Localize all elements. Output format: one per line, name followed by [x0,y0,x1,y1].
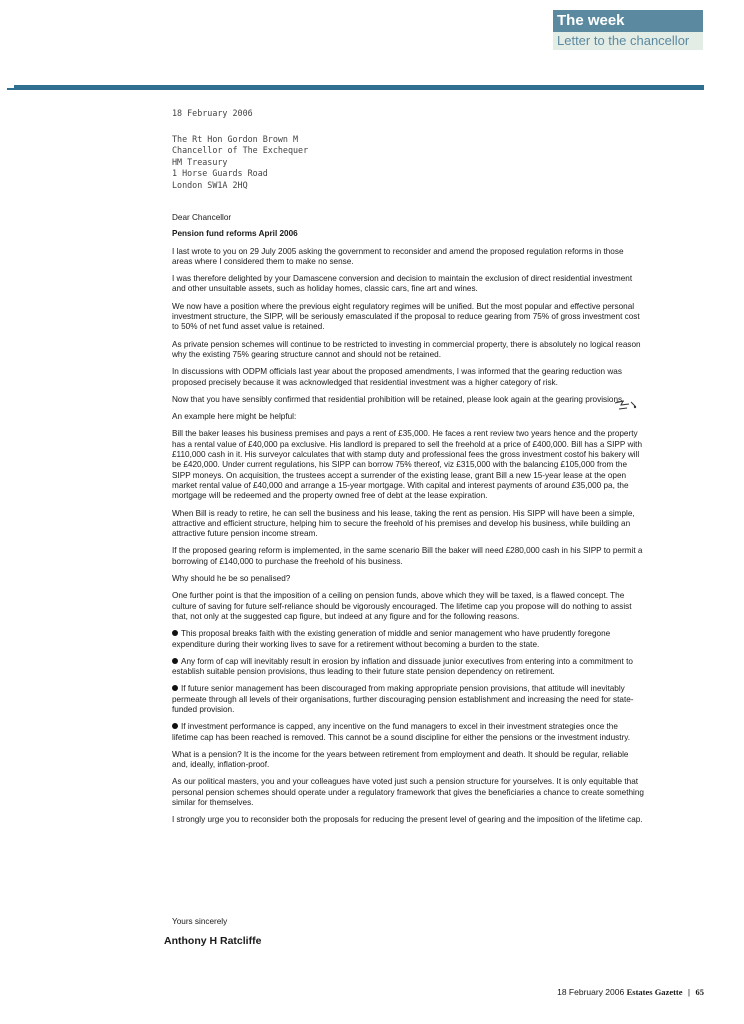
paragraph: We now have a position where the previous eight regulatory regimes will be unified. But the most popular and effective personal investment structure, the SIPP, will be seriously emasculated if the proposal to reduce gearing from 75% of gross investment cost to 50% of net fund asset value is retained. [172,301,640,332]
paragraph: I last wrote to you on 29 July 2005 asking the government to reconsider and amend the proposed regulation reforms in those areas where I considered them to make no sense. [172,246,624,266]
page-footer [557,986,704,998]
paragraph: An example here might be helpful: [172,412,297,422]
handwritten-mark-icon [613,398,639,414]
paragraph: Why should he be so penalised? [172,574,291,584]
page-number: 65 [695,987,704,997]
paragraph: I strongly urge you to reconsider both the proposals for reducing the present level of gearing and the imposition of the lifetime cap. [172,815,643,825]
bullet-icon [172,723,178,729]
footer-separator: | [687,987,691,997]
letter-date: 18 February 2006 [172,108,253,118]
letter-body [172,108,644,833]
bullet-text: If future senior management has been discouraged from making appropriate pension provisions, that attitude will inevitably permeate through all levels of their organisations, further discouraging pension establishment and increasing the need for state-funded provision. [172,684,634,714]
paragraph: Bill the baker leases his business premises and pays a rent of £35,000. He faces a rent review two years hence and the property has a rental value of £40,000 pa exclusive. His landlord is prepared to sell the freehold at a price of £400,000. Bill has a SIPP with £110,000 cash in it. His surveyor calculates that with stamp duty and professional fees the gross investment costof his bakery will be £420,000. Under current regulations, his SIPP can borrow 75% thereof, viz £315,000 with the balancing £105,000 from the SIPP moneys. On acquisition, the trustees accept a surrender of the existing lease, grant Bill a new 15-year lease at the open market rental value of £40,000 and arrange a 15-year mortgage. With capital and interest payments of around £35,000 pa, the mortgage will be redeemed and the property owned free of debt at the lease expiration. [172,429,643,501]
header-rule [14,85,704,90]
bullet-icon [172,630,178,636]
bullet-text: If investment performance is capped, any incentive on the fund managers to excel in their investment strategies once the lifetime cap has been reached is removed. This cannot be a sound discipline for either the pensions or the investment industry. [172,722,630,742]
footer-date: 18 February 2006 [557,987,625,997]
paragraph: One further point is that the imposition of a ceiling on pension funds, above which they will be taxed, is a flawed concept. The culture of saving for future self-reliance should be vigorously encouraged. The lifetime cap you propose will do nothing to assist that, not only at the suggested cap figure, but indeed at any figure and for the following reasons. [172,591,632,621]
bullet-item [172,657,644,678]
section-title: The week [553,10,703,32]
signature: Anthony H Ratcliffe [164,935,262,947]
paragraph: Now that you have sensibly confirmed that residential prohibition will be retained, please look again at the gearing provisions. [172,394,625,404]
section-subtitle: Letter to the chancellor [553,32,703,50]
bullet-text: Any form of cap will inevitably result in erosion by inflation and dissuade junior executives from entering into a commitment to establish suitable pension provisions, thus leading to their future state pension dependency on retirement. [172,656,633,677]
address-line: HM Treasury [172,156,228,167]
paragraph: When Bill is ready to retire, he can sell the business and his lease, taking the rent as pension. His SIPP will have been a simple, attractive and efficient structure, helping him to secure the freehold of his premises and develop his business, while building an attractive future pension income stream. [172,508,635,539]
address-line: Chancellor of The Exchequer [172,145,309,155]
address-line: The Rt Hon Gordon Brown M [172,133,299,144]
bullet-icon [172,685,178,691]
footer-publication: Estates Gazette [626,987,683,997]
paragraph: In discussions with ODPM officials last year about the proposed amendments, I was informed that the gearing reduction was proposed precisely because it was acknowledged that residential investment was a higher category of risk. [172,367,622,387]
paragraph: What is a pension? It is the income for the years between retirement from employment and death. It should be regular, reliable and, ideally, inflation-proof. [172,749,629,770]
address-line: 1 Horse Guards Road [172,168,268,178]
paragraph: If the proposed gearing reform is implemented, in the same scenario Bill the baker will need £280,000 cash in his SIPP to permit a borrowing of £140,000 to purchase the freehold of his business. [172,546,643,566]
bullet-icon [172,658,178,664]
masthead [553,10,703,50]
bullet-item [172,722,644,743]
paragraph: As private pension schemes will continue to be restricted to investing in commercial property, there is absolutely no logical reason why the existing 75% gearing structure cannot and should not be retained. [172,339,641,359]
bullet-item [172,629,644,650]
address-line: London SW1A 2HQ [172,179,248,190]
recipient-address [172,134,644,192]
paragraph: I was therefore delighted by your Damascene conversion and decision to maintain the exclusion of direct residential investment and other unsuitable assets, such as holiday homes, classic cars, fine art and wines. [172,274,633,294]
salutation: Dear Chancellor [172,213,232,222]
bullet-text: This proposal breaks faith with the existing generation of middle and senior management who have prudently foregone expenditure during their working lives to save for a retirement without becoming a burden to the state. [172,629,611,649]
signoff: Yours sincerely [172,917,228,926]
letter-subject: Pension fund reforms April 2006 [172,229,298,239]
bullet-item [172,684,644,715]
paragraph: As our political masters, you and your colleagues have voted just such a pension structure for yourselves. It is only equitable that personal pension schemes should operate under a regulatory framework that gives the beneficiaries a chance to create something similar for themselves. [172,777,644,808]
